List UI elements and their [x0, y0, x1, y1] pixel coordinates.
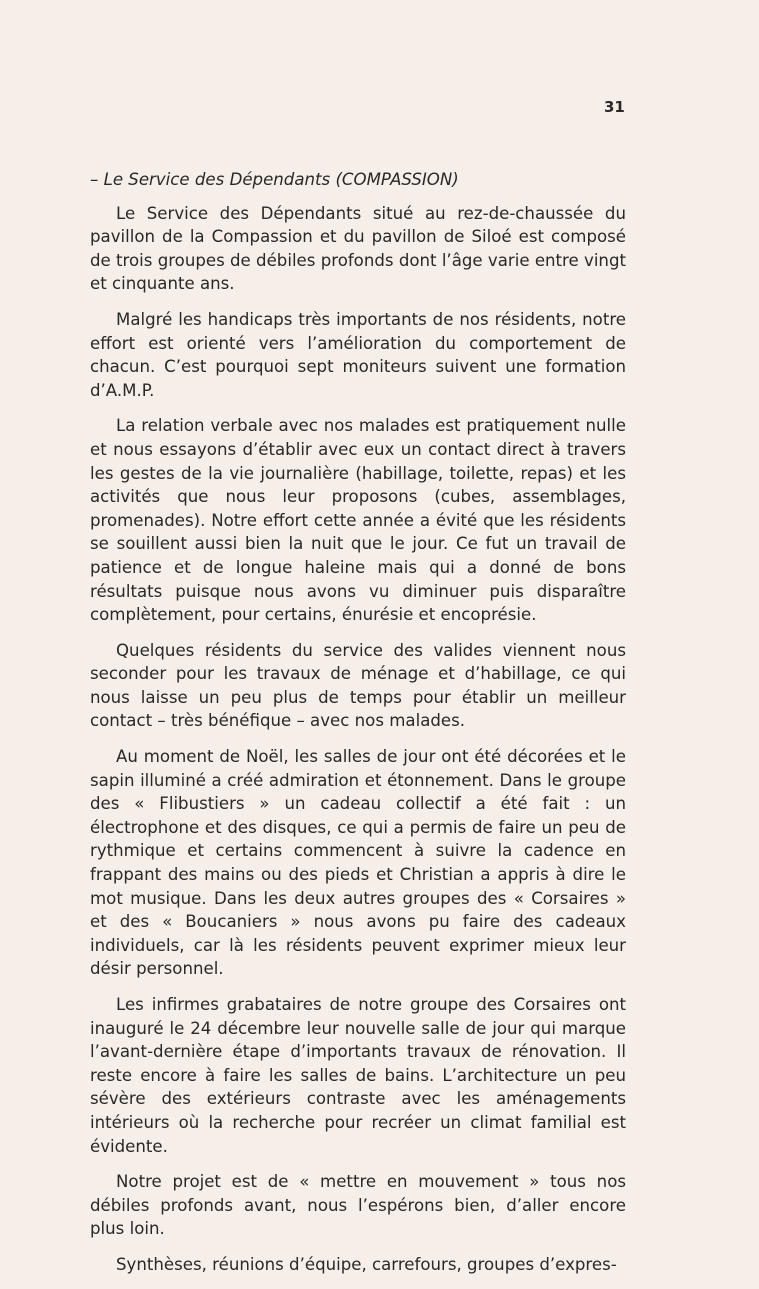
- paragraph: Malgré les handicaps très importants de nos résidents, notre effort est orienté vers l’amélioration du comportement de chacun. C’est pourquoi sept moniteurs suivent une formation d’A.M.P.: [90, 309, 626, 400]
- page-number: 31: [604, 98, 625, 116]
- paragraph: Les infirmes grabataires de notre groupe des Corsaires ont inauguré le 24 décembre leur nouvelle salle de jour qui marque l’avant-dernière étape d’importants travaux de rénovation. Il reste encore à faire les salles de bains. L’architecture un peu sévère des extérieurs contraste avec les aménagements intérieurs où la recherche pour recréer un climat familial est évidente.: [90, 995, 626, 1156]
- paragraph: Le Service des Dépendants situé au rez-de-chaussée du pavillon de la Compassion et du pavillon de Siloé est composé de trois groupes de débiles profonds dont l’âge varie entre vingt et cinquante ans.: [90, 203, 626, 294]
- paragraph: Synthèses, réunions d’équipe, carrefours, groupes d’expres-: [116, 1254, 617, 1274]
- paragraph: Notre projet est de « mettre en mouvement » tous nos débiles profonds avant, nous l’espérons bien, d’aller encore plus loin.: [90, 1172, 626, 1239]
- paragraph: Quelques résidents du service des valides viennent nous seconder pour les travaux de ménage et d’habillage, ce qui nous laisse un peu plus de temps pour établir un meilleur contact – très bénéfique – avec nos malades.: [90, 640, 626, 731]
- text-column: [90, 168, 626, 1289]
- paragraph: Au moment de Noël, les salles de jour ont été décorées et le sapin illuminé a créé admiration et étonnement. Dans le groupe des « Flibustiers » un cadeau collectif a été fait : un électrophone et des disques, ce qui a permis de faire un peu de rythmique et certains commencent à suivre la cadence en frappant des mains ou des pieds et Christian a appris à dire le mot musique. Dans les deux autres groupes des « Corsaires » et des « Boucaniers » nous avons pu faire des cadeaux individuels, car là les résidents peuvent exprimer mieux leur désir personnel.: [90, 747, 626, 979]
- paragraph: La relation verbale avec nos malades est pratiquement nulle et nous essayons d’établir avec eux un contact direct à travers les gestes de la vie journalière (habillage, toilette, repas) et les activités que nous leur proposons (cubes, assemblages, promenades). Notre effort cette année a évité que les résidents se souillent aussi bien la nuit que le jour. Ce fut un travail de patience et de longue haleine mais qui a donné de bons résultats puisque nous avons vu diminuer puis disparaître complètement, pour certains, énurésie et encoprésie.: [90, 416, 626, 625]
- section-heading: – Le Service des Dépendants (COMPASSION): [90, 170, 459, 189]
